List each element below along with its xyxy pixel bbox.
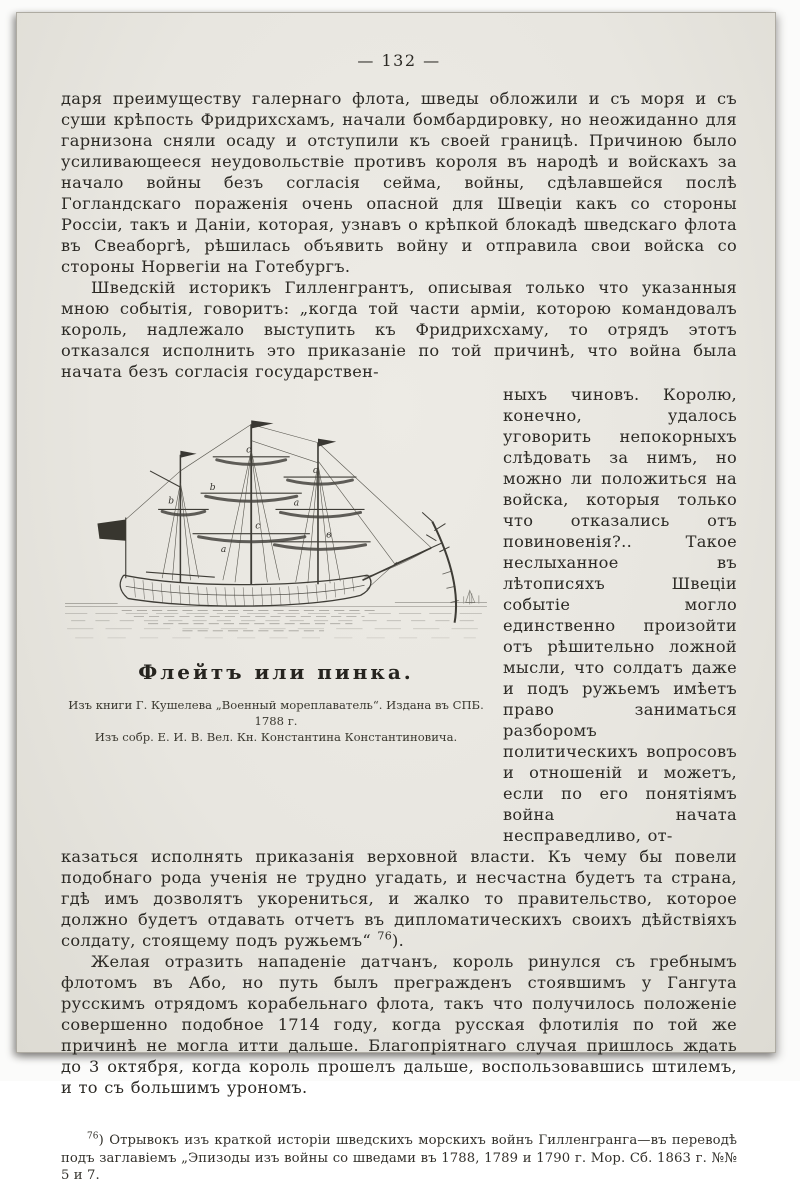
figure-row	[61, 384, 737, 846]
figure-caption: Флейтъ или пинка.	[138, 660, 414, 685]
stern-flag	[97, 520, 125, 541]
figure-source-line-2: Изъ собр. Е. И. В. Вел. Кн. Константина Константиновича.	[94, 730, 458, 745]
figure-source-line-1: Изъ книги Г. Кушелева „Военный мореплаватель“. Издана въ СПБ. 1788 г.	[68, 698, 484, 729]
paragraph-2-beside-figure: ныхъ чиновъ. Королю, конечно, удалось уговорить непокорныхъ слѣдовать за нимъ, но можно ли положиться на войска, которыя только что отказались отъ повиновенія?.. Такое неслыханное въ лѣтописяхъ Швеціи событіе могло единственно произойти отъ рѣшительно ложной мысли, что солдатъ даже и подъ ружьемъ имѣетъ право заниматься разборомъ политическихъ вопросовъ и отношеній и можетъ, если по его понятіямъ война начата несправедливо, от-	[503, 385, 737, 845]
paragraph-2-end	[61, 846, 737, 951]
footnote-reference: 76	[377, 929, 392, 943]
paragraph-3: Желая отразить нападеніе датчанъ, король ринулся съ гребнымъ флотомъ въ Або, но путь былъ прегражденъ стоявшимъ у Гангута русскимъ отрядомъ корабельнаго флота, такъ что получилось положеніе совершенно подобное 1714 году, когда русская флотилія по той же причинѣ не могла итти дальше. Благопріятнаго случая пришлось ждать до 3 октября, когда король прошелъ дальше, воспользовавшись штилемъ, и то съ большимъ урономъ.	[61, 952, 737, 1097]
rigging-letter: c	[312, 465, 319, 476]
page-number: — 132 —	[357, 51, 441, 70]
rigging-letter: c	[246, 445, 252, 456]
rigging-letter: в	[326, 530, 332, 541]
ship-figure	[61, 390, 491, 846]
rigging-letter: a	[293, 498, 300, 509]
footnote-text: ) Отрывокъ изъ краткой исторіи шведскихъ морскихъ войнъ Гилленгранга—въ переводѣ подъ заглавіемъ „Эпизоды изъ войны со шведами въ 1788, 1789 и 1790 г. Мор. Сб. 1863 г. №№ 5 и 7.	[61, 1133, 737, 1183]
rigging-letter: b	[209, 483, 216, 494]
footnote-marker: 76	[87, 1131, 99, 1142]
rigging-letter: b	[168, 496, 175, 507]
masts	[126, 424, 318, 584]
ship-engraving	[61, 390, 491, 655]
paragraph-2-end-tail: ).	[392, 931, 405, 950]
rigging-letter: a	[220, 544, 227, 555]
rigging-letter: c	[255, 521, 261, 532]
ship-hull	[120, 575, 371, 606]
bowsprit	[363, 543, 443, 590]
paragraph-2-start: Шведскій историкъ Гилленгрантъ, описывая только что указанныя мною событія, говоритъ: „когда той части арміи, которою командовалъ король, надлежало выступить къ Фридрихсхаму, то отрядъ этотъ отказался исполнить это приказаніе по той причинѣ, что война была начата безъ согласія государствен-	[61, 278, 737, 381]
paragraph-1: даря преимуществу галернаго флота, шведы обложили и съ моря и съ суши крѣпость Фридрихсхамъ, начали бомбардировку, но неожиданно для гарнизона сняли осаду и отступили къ своей границѣ. Причиною было усиливающееся неудовольствіе противъ короля въ народѣ и войскахъ за начало войны безъ согласія сейма, войны, сдѣлавшейся послѣ Гогландскаго пораженія очень опасной для Швеціи какъ со стороны Россіи, такъ и Даніи, которая, узнавъ о крѣпкой блокадѣ шведскаго флота въ Свеаборгѣ, рѣшилась объявить войну и отправила свои войска со стороны Норвегіи на Готебургъ.	[61, 89, 737, 276]
book-page	[16, 12, 776, 1183]
paragraph-2-end-text: казаться исполнять приказанія верховной власти. Къ чему бы повели подобнаго рода ученія не трудно угадать, и несчастна будетъ та страна, гдѣ имъ дозволятъ укорениться, и жалко то правительство, которое должно будетъ отдавать отчетъ въ дипломатическихъ своихъ дѣйствіяхъ солдату, стоящему подъ ружьемъ“	[61, 847, 737, 950]
mast-pennants	[180, 420, 336, 457]
footnote	[61, 1132, 737, 1185]
sea-water	[65, 607, 487, 638]
distant-sail	[466, 590, 475, 604]
furled-sails	[162, 460, 365, 550]
